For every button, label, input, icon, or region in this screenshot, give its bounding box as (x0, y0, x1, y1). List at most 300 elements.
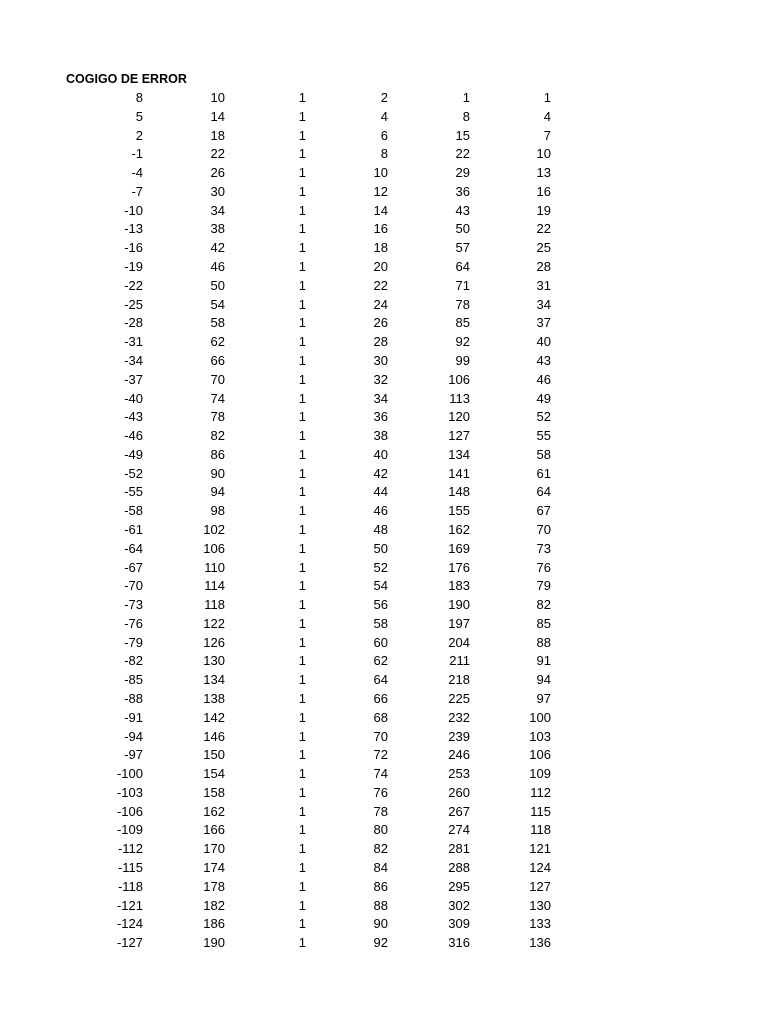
table-cell: -55 (124, 484, 143, 500)
table-cell: 1 (462, 90, 470, 105)
table-cell: 99 (455, 352, 470, 368)
table-cell: 150 (203, 747, 225, 763)
table-cell: -7 (131, 183, 143, 199)
table-cell: 30 (210, 183, 225, 199)
table-cell: 1 (298, 446, 306, 462)
table-cell: 106 (529, 747, 551, 763)
table-cell: 91 (536, 653, 551, 669)
table-cell: 18 (210, 127, 225, 143)
table-cell: 148 (448, 484, 470, 500)
table-cell: -16 (124, 240, 143, 256)
table-cell: 60 (373, 634, 388, 650)
table-cell: 55 (536, 428, 551, 444)
table-cell: -58 (124, 503, 143, 519)
table-cell: 8 (462, 108, 470, 124)
data-table (0, 89, 551, 953)
table-cell: 36 (455, 183, 470, 199)
table-cell: 78 (373, 803, 388, 819)
table-row (0, 202, 551, 221)
table-cell: 120 (448, 409, 470, 425)
table-cell: 62 (210, 334, 225, 350)
table-cell: 82 (373, 841, 388, 857)
table-cell: 110 (204, 559, 225, 575)
table-cell: 115 (530, 803, 551, 819)
table-row (0, 446, 551, 465)
table-cell: 29 (455, 165, 470, 181)
table-row (0, 390, 551, 409)
table-cell: -31 (124, 334, 143, 350)
table-cell: 50 (373, 540, 388, 556)
table-row (0, 145, 551, 164)
table-row (0, 465, 551, 484)
table-cell: 14 (210, 108, 225, 124)
table-row (0, 709, 551, 728)
table-row (0, 127, 551, 146)
table-cell: 176 (448, 559, 470, 575)
table-cell: 1 (298, 803, 306, 819)
table-row (0, 371, 551, 390)
table-cell: 1 (298, 916, 306, 932)
table-cell: 127 (529, 878, 551, 894)
table-row (0, 878, 551, 897)
table-cell: -82 (124, 653, 143, 669)
table-cell: 1 (298, 860, 306, 876)
table-cell: 40 (536, 334, 551, 350)
table-cell: 316 (448, 935, 470, 951)
table-cell: 88 (373, 897, 388, 913)
table-cell: 54 (373, 578, 388, 594)
table-cell: 24 (373, 296, 388, 312)
table-cell: -13 (124, 221, 143, 237)
table-row (0, 577, 551, 596)
table-cell: 4 (543, 108, 551, 124)
table-cell: 295 (448, 878, 470, 894)
table-cell: -97 (124, 747, 143, 763)
table-cell: -100 (116, 766, 143, 782)
table-cell: 1 (298, 90, 306, 105)
data-table-body (0, 89, 551, 953)
table-cell: 68 (373, 709, 388, 725)
table-cell: 142 (203, 709, 225, 725)
table-cell: 1 (298, 822, 306, 838)
table-cell: -79 (124, 634, 143, 650)
table-cell: 46 (373, 503, 388, 519)
table-cell: 1 (298, 465, 306, 481)
table-cell: 246 (448, 747, 470, 763)
table-cell: -70 (124, 578, 143, 594)
table-cell: 1 (298, 653, 306, 669)
table-cell: 31 (536, 277, 551, 293)
table-cell: 102 (203, 521, 225, 537)
table-cell: 12 (373, 183, 388, 199)
table-cell: 79 (536, 578, 551, 594)
table-row (0, 239, 551, 258)
table-cell: -52 (124, 465, 143, 481)
table-cell: 267 (448, 803, 470, 819)
table-row (0, 728, 551, 747)
table-row (0, 89, 551, 108)
table-cell: 1 (298, 165, 306, 181)
table-cell: 118 (530, 822, 551, 838)
table-cell: 61 (536, 465, 551, 481)
table-cell: 112 (530, 784, 551, 800)
table-cell: 64 (455, 259, 470, 275)
table-row (0, 108, 551, 127)
table-cell: 38 (373, 428, 388, 444)
table-cell: -10 (124, 202, 143, 218)
table-cell: 34 (210, 202, 225, 218)
table-cell: 5 (135, 108, 143, 124)
table-cell: -64 (124, 540, 143, 556)
table-cell: 86 (210, 446, 225, 462)
table-cell: 74 (210, 390, 225, 406)
table-cell: -91 (124, 709, 143, 725)
table-row (0, 897, 551, 916)
table-cell: 25 (536, 240, 551, 256)
table-cell: 1 (298, 747, 306, 763)
table-cell: 10 (210, 90, 225, 105)
table-cell: 1 (298, 766, 306, 782)
table-cell: 1 (298, 352, 306, 368)
table-cell: 86 (373, 878, 388, 894)
table-cell: 1 (298, 784, 306, 800)
table-row (0, 333, 551, 352)
table-cell: 106 (203, 540, 225, 556)
table-row (0, 164, 551, 183)
table-cell: -124 (116, 916, 143, 932)
table-cell: 1 (298, 878, 306, 894)
table-cell: 44 (373, 484, 388, 500)
table-cell: -67 (124, 559, 143, 575)
table-cell: -73 (124, 597, 143, 613)
table-cell: 122 (203, 615, 225, 631)
table-cell: 288 (448, 860, 470, 876)
table-cell: 1 (298, 709, 306, 725)
table-cell: 1 (298, 597, 306, 613)
table-cell: 100 (529, 709, 551, 725)
table-cell: 70 (536, 521, 551, 537)
table-cell: 126 (203, 634, 225, 650)
table-cell: 80 (373, 822, 388, 838)
table-cell: 90 (210, 465, 225, 481)
table-cell: 170 (203, 841, 225, 857)
table-cell: 1 (298, 390, 306, 406)
table-cell: 121 (529, 841, 551, 857)
table-cell: 85 (455, 315, 470, 331)
table-cell: 281 (448, 841, 470, 857)
table-cell: 67 (536, 503, 551, 519)
table-row (0, 671, 551, 690)
table-row (0, 314, 551, 333)
table-row (0, 183, 551, 202)
table-cell: 2 (380, 90, 388, 105)
table-cell: 162 (448, 521, 470, 537)
table-cell: 136 (529, 935, 551, 951)
table-cell: 82 (210, 428, 225, 444)
table-row (0, 821, 551, 840)
table-cell: 90 (373, 916, 388, 932)
table-cell: 76 (536, 559, 551, 575)
table-cell: 16 (536, 183, 551, 199)
table-cell: 141 (448, 465, 470, 481)
table-cell: 42 (210, 240, 225, 256)
table-cell: -112 (117, 841, 143, 857)
table-cell: 43 (455, 202, 470, 218)
table-cell: 58 (210, 315, 225, 331)
table-row (0, 408, 551, 427)
table-cell: -22 (124, 277, 143, 293)
table-row (0, 296, 551, 315)
table-cell: 10 (373, 165, 388, 181)
table-cell: 92 (455, 334, 470, 350)
table-cell: 309 (448, 916, 470, 932)
table-cell: 302 (448, 897, 470, 913)
table-cell: -121 (116, 897, 143, 913)
table-row (0, 220, 551, 239)
table-cell: 22 (373, 277, 388, 293)
table-cell: 74 (373, 766, 388, 782)
table-cell: 1 (298, 296, 306, 312)
table-cell: 1 (543, 90, 551, 105)
table-cell: 28 (536, 259, 551, 275)
table-row (0, 746, 551, 765)
table-cell: 2 (135, 127, 143, 143)
table-cell: 10 (536, 146, 551, 162)
table-cell: 50 (210, 277, 225, 293)
table-cell: 64 (536, 484, 551, 500)
table-cell: 19 (536, 202, 551, 218)
table-cell: 36 (373, 409, 388, 425)
table-cell: 85 (536, 615, 551, 631)
table-cell: 118 (204, 597, 225, 613)
table-cell: 1 (298, 615, 306, 631)
table-row (0, 803, 551, 822)
table-cell: 174 (203, 860, 225, 876)
table-row (0, 634, 551, 653)
table-cell: 1 (298, 127, 306, 143)
table-cell: 225 (448, 691, 470, 706)
table-cell: 48 (373, 521, 388, 537)
table-cell: 22 (210, 146, 225, 162)
table-cell: 62 (373, 653, 388, 669)
table-cell: 204 (448, 634, 470, 650)
table-cell: -40 (124, 390, 143, 406)
table-cell: 94 (210, 484, 225, 500)
table-cell: 52 (536, 409, 551, 425)
table-cell: 64 (373, 672, 388, 688)
table-cell: 186 (203, 916, 225, 932)
table-cell: 70 (210, 371, 225, 387)
table-cell: -85 (124, 672, 143, 688)
table-row (0, 784, 551, 803)
table-cell: -43 (124, 409, 143, 425)
table-cell: 154 (203, 766, 225, 782)
table-cell: 103 (529, 728, 551, 744)
table-cell: 1 (298, 202, 306, 218)
table-cell: 37 (536, 315, 551, 331)
table-row (0, 540, 551, 559)
table-cell: 73 (536, 540, 551, 556)
table-cell: 1 (298, 540, 306, 556)
table-cell: 8 (380, 146, 388, 162)
table-cell: 1 (298, 240, 306, 256)
table-cell: 134 (203, 672, 225, 688)
table-cell: 34 (373, 390, 388, 406)
table-cell: 1 (298, 484, 306, 500)
table-cell: 38 (210, 221, 225, 237)
table-cell: 138 (203, 691, 225, 706)
table-cell: 1 (298, 728, 306, 744)
table-cell: 239 (448, 728, 470, 744)
table-cell: 6 (380, 127, 388, 143)
table-cell: 7 (543, 127, 551, 143)
table-cell: -19 (124, 259, 143, 275)
table-cell: 1 (298, 578, 306, 594)
table-cell: 106 (448, 371, 470, 387)
table-row (0, 915, 551, 934)
table-cell: 76 (373, 784, 388, 800)
table-cell: 92 (373, 935, 388, 951)
table-cell: -1 (131, 146, 143, 162)
table-cell: 32 (373, 371, 388, 387)
table-cell: 1 (298, 409, 306, 425)
table-cell: 1 (298, 559, 306, 575)
table-cell: 18 (373, 240, 388, 256)
table-row (0, 765, 551, 784)
table-cell: 1 (298, 691, 306, 706)
table-cell: -76 (124, 615, 143, 631)
table-cell: -25 (124, 296, 143, 312)
table-cell: 133 (529, 916, 551, 932)
table-cell: -115 (117, 860, 143, 876)
table-cell: 26 (373, 315, 388, 331)
table-cell: 158 (203, 784, 225, 800)
table-cell: 1 (298, 221, 306, 237)
table-cell: 43 (536, 352, 551, 368)
table-cell: -103 (116, 784, 143, 800)
table-row (0, 559, 551, 578)
table-cell: 13 (536, 165, 551, 181)
table-cell: 46 (210, 259, 225, 275)
table-cell: 1 (298, 897, 306, 913)
table-cell: 124 (529, 860, 551, 876)
table-cell: 109 (529, 766, 551, 782)
table-cell: 1 (298, 935, 306, 951)
table-cell: 232 (448, 709, 470, 725)
table-cell: 1 (298, 277, 306, 293)
table-cell: 4 (380, 108, 388, 124)
table-cell: 82 (536, 597, 551, 613)
table-cell: 26 (210, 165, 225, 181)
table-cell: 274 (448, 822, 470, 838)
table-row (0, 521, 551, 540)
table-cell: -49 (124, 446, 143, 462)
table-cell: 134 (448, 446, 470, 462)
table-cell: -106 (116, 803, 143, 819)
table-cell: 1 (298, 841, 306, 857)
table-row (0, 483, 551, 502)
table-cell: 130 (529, 897, 551, 913)
table-cell: 1 (298, 183, 306, 199)
table-cell: 1 (298, 371, 306, 387)
table-cell: 84 (373, 860, 388, 876)
table-row (0, 690, 551, 709)
table-cell: 1 (298, 672, 306, 688)
table-row (0, 859, 551, 878)
table-cell: 130 (203, 653, 225, 669)
table-cell: 94 (536, 672, 551, 688)
table-cell: 218 (448, 672, 470, 688)
table-cell: 78 (210, 409, 225, 425)
table-cell: -46 (124, 428, 143, 444)
table-cell: 169 (448, 540, 470, 556)
table-cell: 70 (373, 728, 388, 744)
table-cell: 1 (298, 503, 306, 519)
table-cell: 1 (298, 634, 306, 650)
table-cell: 260 (448, 784, 470, 800)
table-cell: 72 (373, 747, 388, 763)
table-row (0, 652, 551, 671)
table-cell: -61 (124, 521, 143, 537)
table-cell: 114 (204, 578, 225, 594)
table-cell: 15 (455, 127, 470, 143)
table-cell: 22 (455, 146, 470, 162)
table-cell: 42 (373, 465, 388, 481)
table-cell: 113 (449, 390, 470, 406)
table-cell: -94 (124, 728, 143, 744)
table-cell: 56 (373, 597, 388, 613)
table-row (0, 596, 551, 615)
table-cell: -28 (124, 315, 143, 331)
table-cell: 162 (203, 803, 225, 819)
table-cell: 58 (536, 446, 551, 462)
table-row (0, 615, 551, 634)
table-cell: 127 (448, 428, 470, 444)
table-cell: -109 (116, 822, 143, 838)
table-cell: 66 (373, 691, 388, 706)
table-cell: 52 (373, 559, 388, 575)
table-cell: 211 (449, 653, 470, 669)
table-cell: 14 (373, 202, 388, 218)
table-cell: 1 (298, 146, 306, 162)
table-cell: 190 (448, 597, 470, 613)
table-cell: 71 (455, 277, 470, 293)
table-cell: -37 (124, 371, 143, 387)
table-cell: -4 (131, 165, 143, 181)
table-cell: 46 (536, 371, 551, 387)
table-cell: 58 (373, 615, 388, 631)
table-cell: -127 (116, 935, 143, 951)
table-cell: 197 (448, 615, 470, 631)
table-cell: 1 (298, 259, 306, 275)
table-cell: 1 (298, 521, 306, 537)
table-cell: 40 (373, 446, 388, 462)
table-cell: 49 (536, 390, 551, 406)
table-cell: 146 (203, 728, 225, 744)
sheet-title: COGIGO DE ERROR (66, 72, 187, 86)
table-cell: 8 (135, 90, 143, 105)
table-cell: 1 (298, 315, 306, 331)
table-cell: 28 (373, 334, 388, 350)
table-cell: 50 (455, 221, 470, 237)
table-cell: 22 (536, 221, 551, 237)
table-row (0, 427, 551, 446)
table-cell: 1 (298, 428, 306, 444)
table-cell: 190 (203, 935, 225, 951)
table-cell: 88 (536, 634, 551, 650)
table-row (0, 277, 551, 296)
table-row (0, 840, 551, 859)
